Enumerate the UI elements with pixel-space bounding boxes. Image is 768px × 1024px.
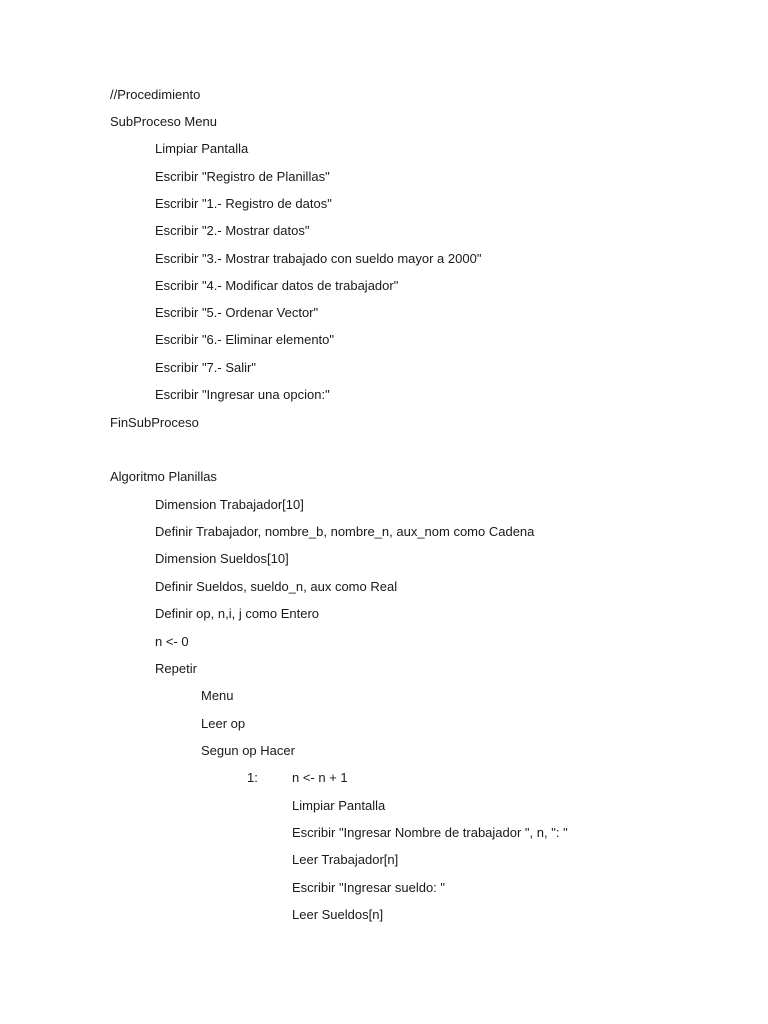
code-line: Escribir "Ingresar Nombre de trabajador ", n, ": " [292,825,568,840]
code-line: Leer Trabajador[n] [292,852,399,867]
code-line: Escribir "4.- Modificar datos de trabajador" [155,278,399,293]
code-line-repetir: Repetir [155,661,197,676]
code-line: Escribir "7.- Salir" [155,360,256,375]
code-line: Leer Sueldos[n] [292,907,384,922]
code-line: Limpiar Pantalla [292,798,386,813]
code-line: Escribir "2.- Mostrar datos" [155,223,310,238]
code-line: Definir op, n,i, j como Entero [155,606,320,621]
code-line: Dimension Trabajador[10] [155,497,304,512]
code-line: Escribir "Ingresar sueldo: " [292,880,446,895]
code-line-algoritmo-planillas: Algoritmo Planillas [110,469,217,484]
code-line: Escribir "Registro de Planillas" [155,169,330,184]
code-line: Escribir "Ingresar una opcion:" [155,387,330,402]
code-line: Menu [201,688,234,703]
code-line: Limpiar Pantalla [155,141,249,156]
code-line: n <- n + 1 [292,770,348,785]
code-line: Escribir "3.- Mostrar trabajado con sueldo mayor a 2000" [155,251,482,266]
code-line: Definir Trabajador, nombre_b, nombre_n, aux_nom como Cadena [155,524,535,539]
code-line: Escribir "5.- Ordenar Vector" [155,305,319,320]
code-line: Leer op [201,716,246,731]
code-line: Escribir "1.- Registro de datos" [155,196,332,211]
code-line: Dimension Sueldos[10] [155,551,289,566]
code-line-case-label: 1: [247,770,258,785]
code-line: Definir Sueldos, sueldo_n, aux como Real [155,579,398,594]
code-line-comment-procedimiento: //Procedimiento [110,87,201,102]
code-line-finsubproceso: FinSubProceso [110,415,199,430]
code-line-segun: Segun op Hacer [201,743,295,758]
code-line-subproceso-menu: SubProceso Menu [110,114,217,129]
code-line: Escribir "6.- Eliminar elemento" [155,332,335,347]
code-line: n <- 0 [155,634,189,649]
